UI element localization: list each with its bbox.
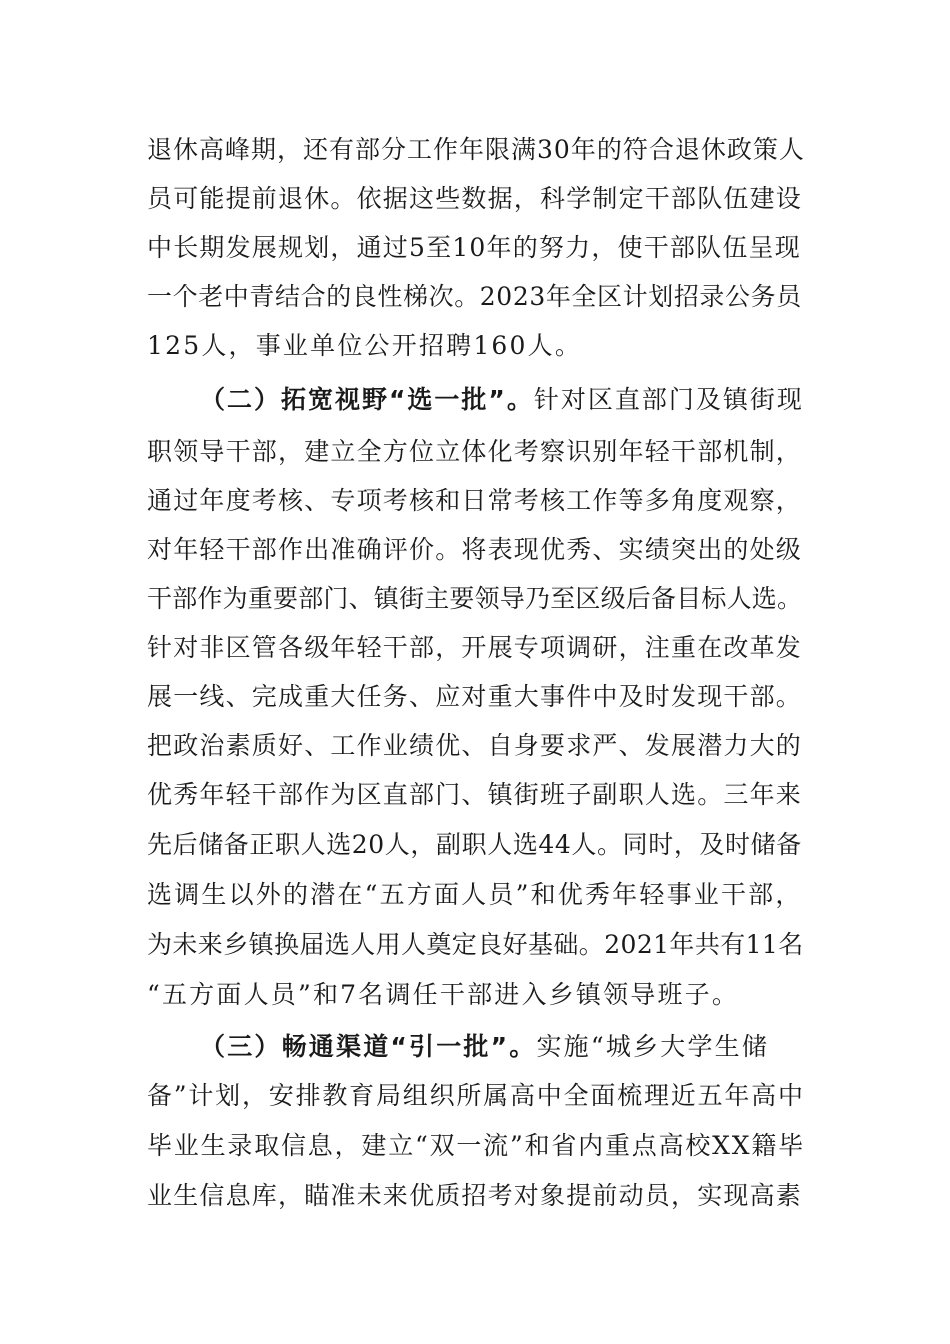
text-line: 为未来乡镇换届选人用人奠定良好基础。2021年共有11名: [147, 930, 804, 959]
text-line: 职领导干部，建立全方位立体化考察识别年轻干部机制，: [147, 437, 803, 466]
text-line: 业生信息库，瞄准未来优质招考对象提前动员，实现高素: [147, 1181, 803, 1210]
text-line: 选调生以外的潜在“五方面人员”和优秀年轻事业干部，: [147, 880, 803, 909]
text-line: 125人，事业单位公开招聘160人。: [147, 331, 583, 360]
text-line: 中长期发展规划，通过5至10年的努力，使干部队伍呈现: [147, 233, 801, 262]
text-line: 先后储备正职人选20人，副职人选44人。同时，及时储备: [147, 830, 802, 859]
text-line: “五方面人员”和7名调任干部进入乡镇领导班子。: [147, 980, 740, 1009]
text-line: 对年轻干部作出准确评价。将表现优秀、实绩突出的处级: [147, 535, 803, 564]
text-line: 退休高峰期，还有部分工作年限满30年的符合退休政策人: [147, 135, 805, 164]
text-line: 展一线、完成重大任务、应对重大事件中及时发现干部。: [147, 682, 803, 711]
text-span: 针对区直部门及镇街现: [533, 385, 804, 414]
paragraph-first-line: [200, 385, 804, 415]
paragraph-first-line: [200, 1032, 769, 1062]
section-heading: （三）畅通渠道“引一批”。: [200, 1032, 537, 1061]
section-heading: （二）拓宽视野“选一批”。: [200, 385, 534, 414]
text-line: 干部作为重要部门、镇街主要领导乃至区级后备目标人选。: [147, 584, 803, 613]
text-line: 员可能提前退休。依据这些数据，科学制定干部队伍建设: [147, 184, 803, 213]
text-line: 优秀年轻干部作为区直部门、镇街班子副职人选。三年来: [147, 780, 803, 809]
text-line: 备”计划，安排教育局组织所属高中全面梳理近五年高中: [147, 1081, 805, 1110]
text-line: 通过年度考核、专项考核和日常考核工作等多角度观察，: [147, 486, 803, 515]
text-line: 把政治素质好、工作业绩优、自身要求严、发展潜力大的: [147, 731, 803, 760]
text-line: 一个老中青结合的良性梯次。2023年全区计划招录公务员: [147, 282, 802, 311]
text-span: 实施“城乡大学生储: [536, 1032, 770, 1061]
text-line: 毕业生录取信息，建立“双一流”和省内重点高校XX籍毕: [147, 1131, 805, 1160]
text-line: 针对非区管各级年轻干部，开展专项调研，注重在改革发: [147, 633, 803, 662]
